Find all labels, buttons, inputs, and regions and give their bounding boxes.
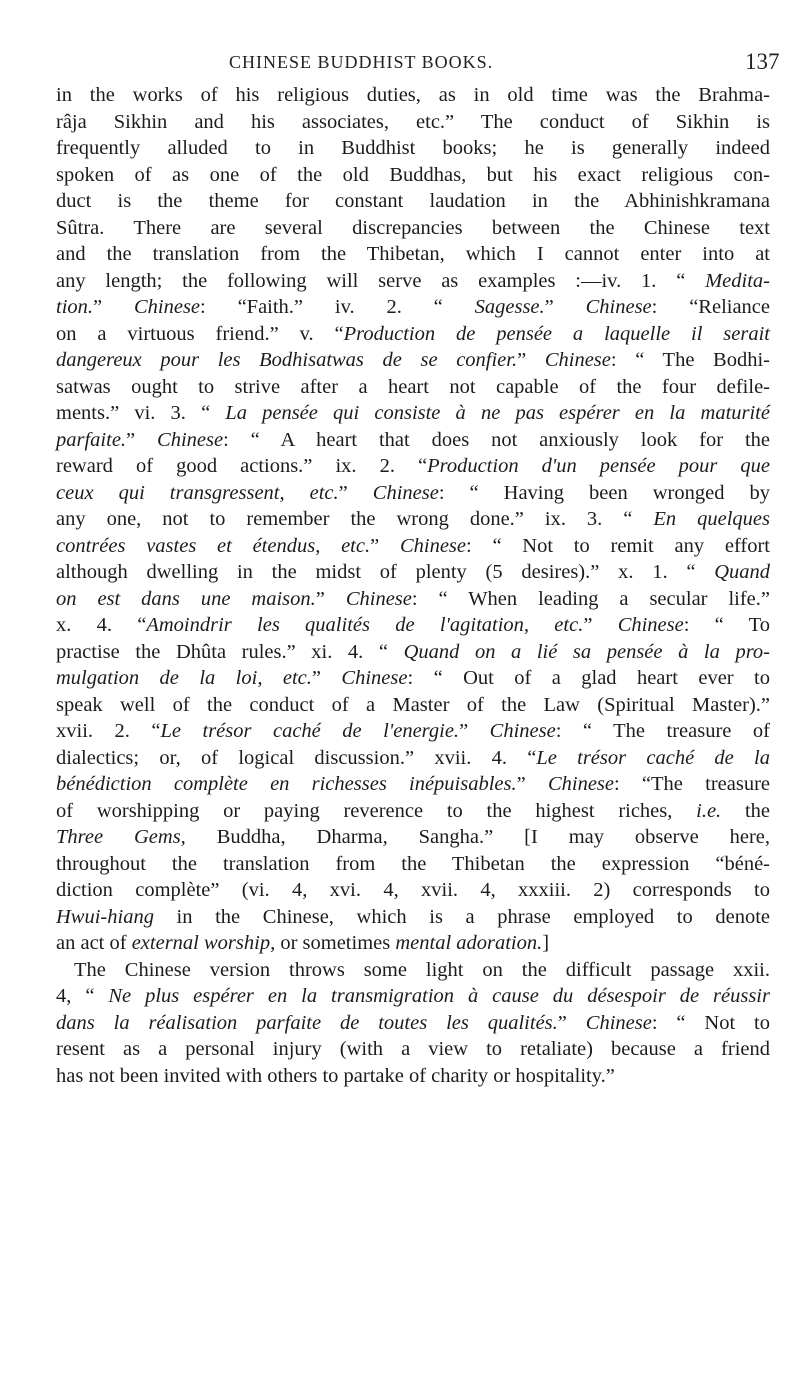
text-line	[56, 983, 770, 1010]
italic-text-segment: Hwui-hiang	[56, 905, 154, 928]
text-segment: or sometimes	[275, 932, 396, 954]
text-segment: reward of good actions.” ix. 2. “	[56, 455, 428, 477]
text-segment: satwas ought to strive after a heart not capable of the four defile-	[56, 375, 770, 398]
text-segment: ”	[93, 296, 134, 318]
text-line	[56, 241, 770, 268]
text-segment: of worshipping or paying reverence to the highest riches,	[56, 799, 697, 822]
text-segment: has not been invited with others to partake of charity or hospitality.”	[56, 1064, 615, 1087]
text-line	[56, 294, 770, 321]
italic-text-segment: Chinese	[345, 587, 412, 610]
text-line	[56, 321, 770, 348]
text-segment: resent as a personal injury (with a view to retaliate) because a friend	[56, 1038, 770, 1060]
italic-text-segment: Ne plus espérer en la transmigration à cause du désespoir de réussir	[108, 985, 770, 1007]
text-line	[56, 347, 770, 374]
text-segment: in the Chinese, which is a phrase employed to denote	[153, 905, 770, 928]
text-segment: : “The treasure	[614, 773, 770, 795]
text-line	[56, 1063, 770, 1090]
italic-text-segment: Chinese	[341, 667, 408, 689]
text-line	[56, 957, 770, 984]
text-segment: ments.” vi. 3. “	[56, 402, 226, 424]
text-line	[56, 82, 770, 109]
italic-text-segment: Le trésor caché de l'energie.	[160, 720, 460, 742]
text-segment: and the translation from the Thibetan, which I cannot enter into at	[56, 243, 770, 265]
text-segment: ”	[459, 720, 490, 742]
italic-text-segment: Chinese	[617, 614, 684, 636]
text-segment: diction complète” (vi. 4, xvi. 4, xvii. 4, xxxiii. 2) corresponds to	[56, 879, 770, 901]
text-line	[56, 559, 770, 586]
italic-text-segment: dangereux pour les Bodhisatwas de se confier.	[56, 349, 518, 371]
italic-text-segment: Quand	[714, 561, 770, 583]
italic-text-segment: Quand on a lié sa pensée à la pro-	[403, 640, 770, 663]
italic-text-segment: La pensée qui consiste à ne pas espérer en la maturité	[225, 402, 770, 424]
italic-text-segment: on est dans une maison.	[56, 587, 316, 610]
text-segment: Buddha, Dharma, Sangha.” [I may observe here,	[185, 826, 770, 848]
italic-text-segment: i.e.	[696, 799, 722, 822]
text-line	[56, 506, 770, 533]
italic-text-segment: mulgation de la loi, etc.	[56, 667, 312, 689]
text-segment: any one, not to remember the wrong done.” ix. 3. “	[56, 508, 654, 530]
text-line	[56, 135, 770, 162]
text-line	[56, 851, 770, 878]
text-segment: on a virtuous friend.” v. “	[56, 322, 344, 345]
text-line	[56, 1010, 770, 1037]
text-segment: duct is the theme for constant laudation in the Abhinishkramana	[56, 190, 770, 212]
text-segment: : “ Not to	[651, 1011, 770, 1034]
italic-text-segment: tion.	[56, 296, 94, 318]
text-segment: ”	[315, 587, 346, 610]
text-segment: practise the Dhûta rules.” xi. 4. “	[56, 640, 404, 663]
italic-text-segment: Amoindrir les qualités de l'agitation, etc.	[146, 614, 584, 636]
text-line	[56, 745, 770, 772]
text-segment: The Chinese version throws some light on the difficult passage xxii.	[74, 958, 770, 981]
text-line	[56, 427, 770, 454]
italic-text-segment: Chinese	[489, 720, 556, 742]
text-segment: although dwelling in the midst of plenty (5 desires).” x. 1. “	[56, 561, 715, 583]
italic-text-segment: Sagesse.	[474, 296, 545, 318]
text-line	[56, 692, 770, 719]
body-text	[56, 82, 770, 1089]
text-segment: râja Sikhin and his associates, etc.” The conduct of Sikhin is	[56, 110, 770, 133]
italic-text-segment: Medita-	[705, 269, 770, 292]
text-segment: : “ Out of a glad heart ever to	[407, 667, 770, 689]
text-segment: speak well of the conduct of a Master of the Law (Spiritual Master).”	[56, 693, 770, 716]
italic-text-segment: contrées vastes et étendus, etc.	[56, 534, 371, 557]
italic-text-segment: ceux qui transgressent, etc.	[56, 481, 339, 504]
italic-text-segment: external worship,	[131, 932, 276, 954]
text-segment: ]	[542, 932, 550, 954]
text-segment: ”	[544, 296, 586, 318]
text-segment: ”	[583, 614, 618, 636]
text-segment: an act of	[56, 932, 132, 954]
italic-text-segment: Production de pensée a laquelle il serait	[343, 322, 771, 345]
text-segment: Sûtra. There are several discrepancies between the Chinese text	[56, 216, 770, 239]
text-line	[56, 771, 770, 798]
italic-text-segment: Chinese	[585, 296, 652, 318]
italic-text-segment: Chinese	[544, 349, 611, 371]
italic-text-segment: parfaite.	[56, 428, 127, 451]
text-segment: ”	[338, 481, 373, 504]
text-segment: ”	[517, 349, 545, 371]
italic-text-segment: Chinese	[585, 1011, 652, 1034]
text-line	[56, 533, 770, 560]
italic-text-segment: bénédiction complète en richesses inépuisables.	[56, 773, 517, 795]
text-segment: any length; the following will serve as examples :—iv. 1. “	[56, 269, 706, 292]
text-segment: throughout the translation from the Thibetan the expression “béné-	[56, 852, 770, 875]
italic-text-segment: mental adoration.	[395, 932, 543, 954]
text-segment: : “ A heart that does not anxiously look for the	[223, 428, 770, 451]
text-line	[56, 400, 770, 427]
text-segment: ”	[311, 667, 342, 689]
text-segment: : “Faith.” iv. 2. “	[200, 296, 475, 318]
italic-text-segment: Production d'un pensée pour que	[427, 455, 770, 477]
text-line	[56, 1036, 770, 1063]
text-line	[56, 453, 770, 480]
text-segment: ”	[516, 773, 548, 795]
italic-text-segment: Chinese	[399, 534, 467, 557]
text-segment: x. 4. “	[56, 614, 147, 636]
text-line	[56, 612, 770, 639]
text-line	[56, 109, 770, 136]
text-segment: the	[721, 799, 770, 822]
text-segment: ”	[557, 1011, 586, 1034]
running-head: CHINESE BUDDHIST BOOKS.	[229, 52, 494, 72]
text-line	[56, 268, 770, 295]
text-line	[56, 824, 770, 851]
text-segment: frequently alluded to in Buddhist books; he is generally indeed	[56, 137, 770, 159]
text-line	[56, 665, 770, 692]
page-number: 137	[745, 49, 780, 74]
text-segment: spoken of as one of the old Buddhas, but his exact religious con-	[56, 163, 770, 186]
text-line	[56, 162, 770, 189]
text-line	[56, 718, 770, 745]
text-segment: 4, “	[56, 985, 109, 1007]
text-line	[56, 215, 770, 242]
text-line	[56, 877, 770, 904]
text-segment: : “ The treasure of	[555, 720, 770, 742]
text-line	[56, 904, 770, 931]
text-segment: ”	[126, 428, 158, 451]
italic-text-segment: Chinese	[372, 481, 439, 504]
text-segment: : “ The Bodhi-	[610, 349, 770, 371]
text-segment: in the works of his religious duties, as in old time was the Brahma-	[56, 84, 770, 106]
italic-text-segment: Chinese	[157, 428, 224, 451]
text-line	[56, 188, 770, 215]
italic-text-segment: Le trésor caché de la	[536, 746, 770, 769]
text-segment: : “Reliance	[651, 296, 771, 318]
italic-text-segment: Chinese	[547, 773, 615, 795]
text-line	[56, 586, 770, 613]
italic-text-segment: Three Gems,	[56, 826, 186, 848]
text-line	[56, 930, 770, 957]
text-segment: dialectics; or, of logical discussion.” xvii. 4. “	[56, 746, 537, 769]
italic-text-segment: En quelques	[653, 508, 770, 530]
text-line	[56, 374, 770, 401]
italic-text-segment: Chinese	[133, 296, 201, 318]
text-segment: : “ Having been wronged by	[438, 481, 770, 504]
text-line	[56, 639, 770, 666]
text-segment: xvii. 2. “	[56, 720, 161, 742]
text-segment: : “ When leading a secular life.”	[411, 587, 770, 610]
text-segment: ”	[370, 534, 400, 557]
text-segment: : “ To	[683, 614, 770, 636]
text-line	[56, 798, 770, 825]
text-segment: : “ Not to remit any effort	[466, 534, 771, 557]
text-line	[56, 480, 770, 507]
italic-text-segment: dans la réalisation parfaite de toutes les qualités.	[56, 1011, 558, 1034]
